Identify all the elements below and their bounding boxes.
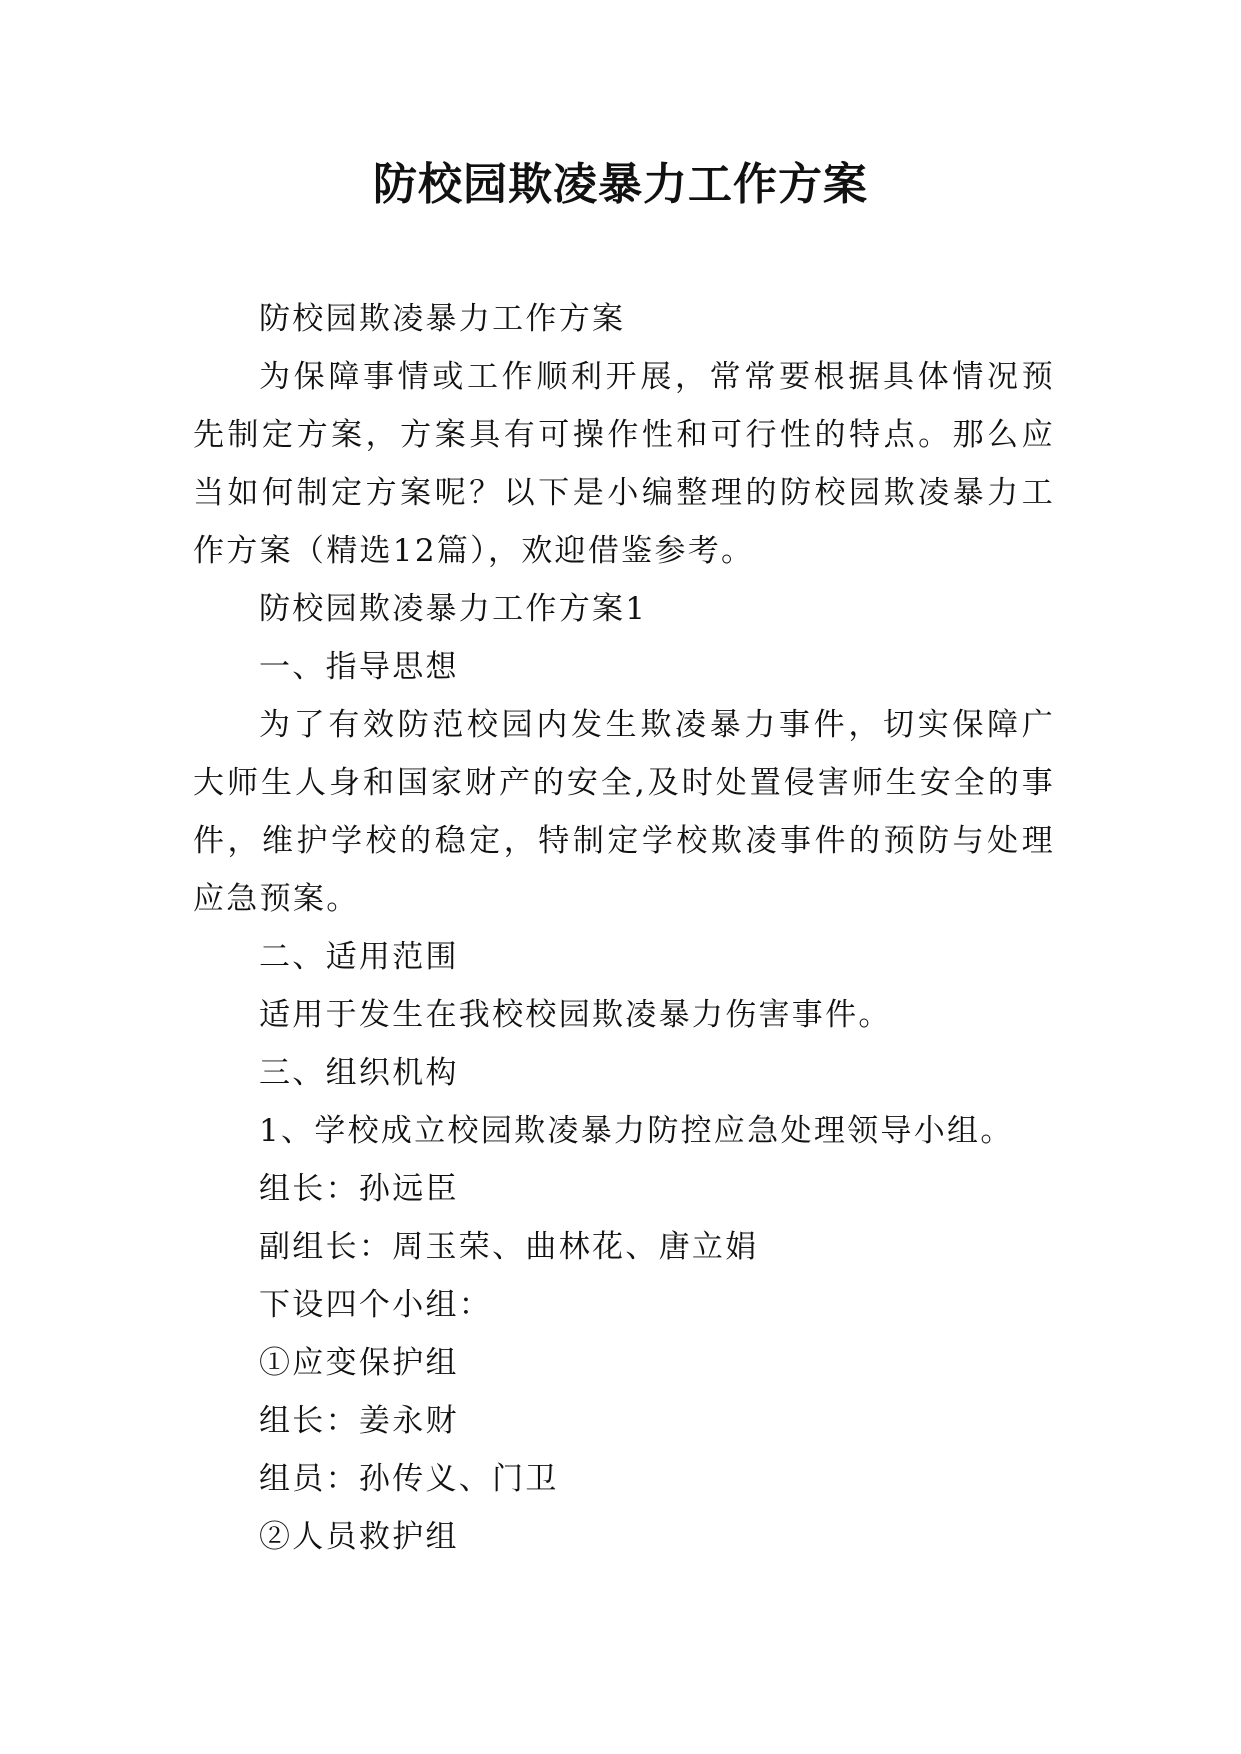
heading-organization: 三、组织机构 (259, 1055, 459, 1091)
paragraph-deputy-leaders: 副组长：周玉荣、曲林花、唐立娟 (259, 1229, 759, 1265)
paragraph-subtitle: 防校园欺凌暴力工作方案 (259, 301, 626, 337)
paragraph-protection-group: ①应变保护组 (259, 1345, 459, 1381)
paragraph-protection-members: 组员：孙传义、门卫 (259, 1461, 559, 1497)
paragraph-scope: 适用于发生在我校校园欺凌暴力伤害事件。 (259, 997, 892, 1033)
heading-guiding-ideology: 一、指导思想 (259, 649, 459, 685)
paragraph-section-heading: 防校园欺凌暴力工作方案1 (259, 591, 648, 627)
heading-scope: 二、适用范围 (259, 939, 459, 975)
paragraph-team-leader: 组长：孙远臣 (259, 1171, 459, 1207)
paragraph-guiding-ideology: 为了有效防范校园内发生欺凌暴力事件，切实保障广大师生人身和国家财产的安全,及时处置侵害师生安全的事件，维护学校的稳定，特制定学校欺凌事件的预防与处理应急预案。 (193, 707, 1055, 917)
paragraph-rescue-group: ②人员救护组 (259, 1519, 459, 1555)
document-title: 防校园欺凌暴力工作方案 (373, 159, 868, 210)
document-body (193, 290, 1055, 1566)
paragraph-intro: 为保障事情或工作顺利开展，常常要根据具体情况预先制定方案，方案具有可操作性和可行性的特点。那么应当如何制定方案呢？以下是小编整理的防校园欺凌暴力工作方案（精选12篇），欢迎借鉴参考。 (193, 359, 1055, 569)
paragraph-protection-leader: 组长：姜永财 (259, 1403, 459, 1439)
paragraph-subgroups: 下设四个小组： (259, 1287, 493, 1323)
paragraph-organization-item: 1、学校成立校园欺凌暴力防控应急处理领导小组。 (259, 1113, 1014, 1149)
